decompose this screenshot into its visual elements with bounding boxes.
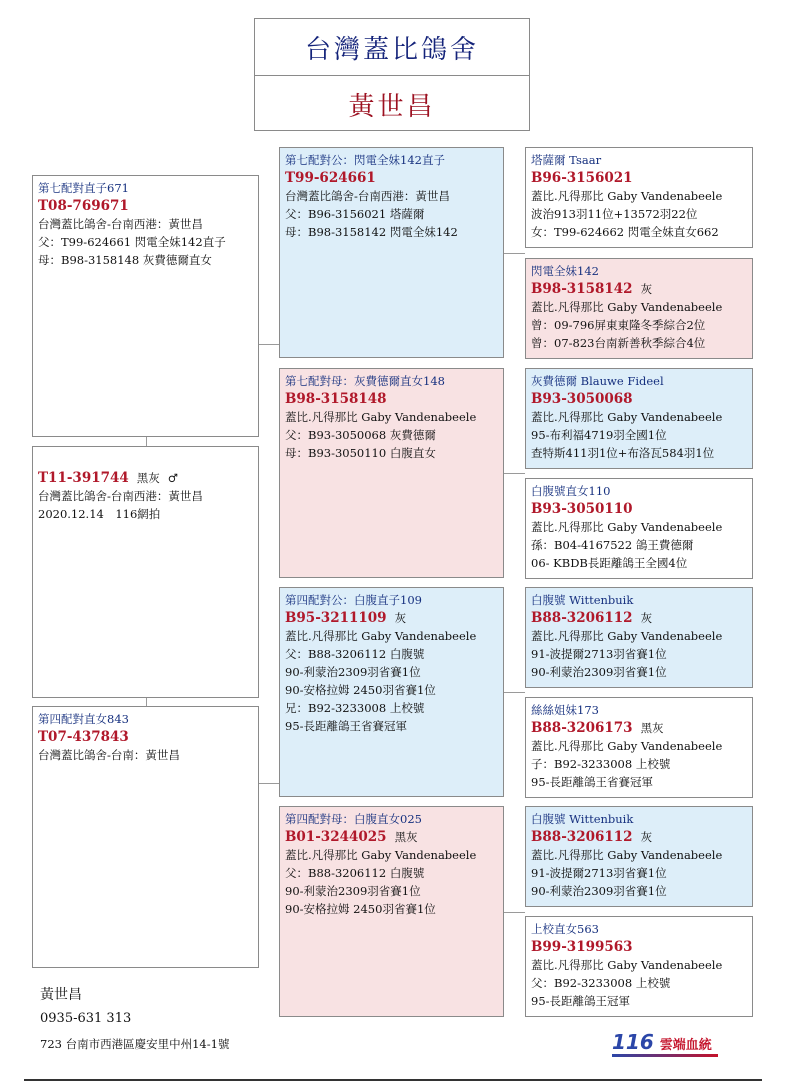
ring-number: B93-3050068 <box>531 391 633 407</box>
info-line: 母：B93-3050110 白腹直女 <box>285 446 436 460</box>
card-heading: 第四配對直女843 <box>38 712 129 726</box>
ring-number: B98-3158148 <box>285 391 387 407</box>
sex-symbol: ♂ <box>167 471 179 485</box>
info-line: 台灣蓋比鴿舍-台南西港：黃世昌 <box>38 217 203 231</box>
info-line: 90-安格拉姆 2450羽省賽1位 <box>285 902 436 916</box>
logo-text: 雲端血統 <box>659 1038 712 1053</box>
great-grandparent-card <box>525 368 753 469</box>
grandsire-maternal-card <box>279 587 504 797</box>
info-line: 91-波提爾2713羽省賽1位 <box>531 866 667 880</box>
info-line: 蓋比.凡得那比 Gaby Vandenabeele <box>285 848 477 862</box>
logo-number: 116 <box>612 1030 654 1054</box>
ring-number: T99-624661 <box>285 170 376 186</box>
card-heading: 絲絲姐妹173 <box>531 703 599 717</box>
color-label: 灰 <box>640 282 653 296</box>
ring-number: B01-3244025 黑灰 <box>285 829 418 845</box>
dam-card <box>32 706 259 968</box>
connector <box>259 783 279 784</box>
info-line: 蓋比.凡得那比 Gaby Vandenabeele <box>531 848 723 862</box>
card-heading: 白腹號直女110 <box>531 484 611 498</box>
card-heading: 灰費德爾 Blauwe Fideel <box>531 374 664 388</box>
info-line: 蓋比.凡得那比 Gaby Vandenabeele <box>285 629 477 643</box>
ring-number: B99-3199563 <box>531 939 633 955</box>
great-grandparent-card <box>525 806 753 907</box>
info-line: 90-利蒙治2309羽省賽1位 <box>531 884 667 898</box>
color-label: 黑灰 <box>136 471 160 485</box>
info-line: 台灣蓋比鴿舍-台南：黃世昌 <box>38 748 180 762</box>
info-line: 90-利蒙治2309羽省賽1位 <box>285 884 421 898</box>
info-line: 台灣蓋比鴿舍-台南西港：黃世昌 <box>38 489 203 503</box>
card-heading: 閃電全妹142 <box>531 264 599 278</box>
info-line: 06- KBDB長距離鴿王全國4位 <box>531 556 688 570</box>
ring-number: B88-3206112 灰 <box>531 610 653 626</box>
info-line: 蓋比.凡得那比 Gaby Vandenabeele <box>531 629 723 643</box>
sire-card <box>32 175 259 437</box>
info-line: 父：B88-3206112 白腹號 <box>285 866 425 880</box>
title-box <box>254 18 530 131</box>
contact-name: 黃世昌 <box>40 987 82 1003</box>
contact-address: 723 台南市西港區慶安里中州14-1號 <box>40 1037 230 1051</box>
info-line: 父：T99-624661 閃電全妹142直子 <box>38 235 226 249</box>
info-line: 孫：B04-4167522 鴿王費德爾 <box>531 538 694 552</box>
connector <box>504 912 525 913</box>
great-grandparent-card <box>525 916 753 1017</box>
connector <box>504 473 525 474</box>
contact-block <box>40 983 229 1057</box>
great-grandparent-card <box>525 697 753 798</box>
ring-number: T08-769671 <box>38 198 129 214</box>
info-line: 蓋比.凡得那比 Gaby Vandenabeele <box>531 520 723 534</box>
info-line: 父：B92-3233008 上校號 <box>531 976 671 990</box>
info-line: 90-利蒙治2309羽省賽1位 <box>531 665 667 679</box>
color-label: 黑灰 <box>640 721 664 735</box>
great-grandparent-card <box>525 478 753 579</box>
great-grandparent-card <box>525 147 753 248</box>
info-line: 蓋比.凡得那比 Gaby Vandenabeele <box>531 410 723 424</box>
info-line: 台灣蓋比鴿舍-台南西港：黃世昌 <box>285 189 450 203</box>
logo-underline <box>612 1054 718 1057</box>
card-heading: 白腹號 Wittenbuik <box>531 812 634 826</box>
ring-number: T07-437843 <box>38 729 129 745</box>
card-heading: 第七配對公：閃電全妹142直子 <box>285 153 445 167</box>
grandsire-paternal-card <box>279 147 504 358</box>
contact-phone: 0935-631 313 <box>40 1011 132 1026</box>
loft-name: 台灣蓋比鴿舍 <box>255 19 529 76</box>
info-line: 95-長距離鴿王冠軍 <box>531 994 631 1008</box>
info-line: 父：B93-3050068 灰費德爾 <box>285 428 436 442</box>
great-grandparent-card <box>525 587 753 688</box>
info-line: 91-波提爾2713羽省賽1位 <box>531 647 667 661</box>
connector <box>146 697 147 706</box>
great-grandparent-card <box>525 258 753 359</box>
card-heading: 上校直女563 <box>531 922 599 936</box>
card-heading: 第七配對直子671 <box>38 181 129 195</box>
info-line: 95-長距離鴿王省賽冠軍 <box>531 775 654 789</box>
info-line: 母：B98-3158142 閃電全妹142 <box>285 225 458 239</box>
card-heading: 塔薩爾 Tsaar <box>531 153 602 167</box>
info-line: 父：B96-3156021 塔薩爾 <box>285 207 425 221</box>
info-line: 曾：09-796屏東東隆冬季綜合2位 <box>531 318 706 332</box>
owner-name: 黃世昌 <box>348 91 436 122</box>
ring-number: B96-3156021 <box>531 170 633 186</box>
info-line: 蓋比.凡得那比 Gaby Vandenabeele <box>531 739 723 753</box>
color-label: 黑灰 <box>394 830 418 844</box>
card-heading: 第七配對母：灰費德爾直女148 <box>285 374 445 388</box>
connector <box>504 692 525 693</box>
connector <box>259 344 279 345</box>
subject-card <box>32 446 259 698</box>
granddam-paternal-card <box>279 368 504 578</box>
info-line: 90-利蒙治2309羽省賽1位 <box>285 665 421 679</box>
info-line: 母：B98-3158148 灰費德爾直女 <box>38 253 212 267</box>
ring-number: T11-391744 黑灰 ♂ <box>38 470 179 486</box>
card-heading: 第四配對公：白腹直子109 <box>285 593 422 607</box>
info-line: 子：B92-3233008 上校號 <box>531 757 671 771</box>
ring-number: B93-3050110 <box>531 501 633 517</box>
info-line: 蓋比.凡得那比 Gaby Vandenabeele <box>531 300 723 314</box>
info-line: 蓋比.凡得那比 Gaby Vandenabeele <box>531 958 723 972</box>
ring-number: B95-3211109 灰 <box>285 610 407 626</box>
info-line: 2020.12.14 116網拍 <box>38 507 161 521</box>
info-line: 兄：B92-3233008 上校號 <box>285 701 425 715</box>
info-line: 女：T99-624662 閃電全妹直女662 <box>531 225 719 239</box>
granddam-maternal-card <box>279 806 504 1017</box>
ring-number: B88-3206173 黑灰 <box>531 720 664 736</box>
card-heading: 第四配對母：白腹直女025 <box>285 812 422 826</box>
color-label: 灰 <box>640 830 653 844</box>
info-line: 95-長距離鴿王省賽冠軍 <box>285 719 408 733</box>
connector <box>504 253 525 254</box>
info-line: 蓋比.凡得那比 Gaby Vandenabeele <box>531 189 723 203</box>
info-line: 95-布利福4719羽全國1位 <box>531 428 667 442</box>
info-line: 父：B88-3206112 白腹號 <box>285 647 425 661</box>
info-line: 曾：07-823台南新善秋季綜合4位 <box>531 336 706 350</box>
color-label: 灰 <box>394 611 407 625</box>
info-line: 查特斯411羽1位+布洛瓦584羽1位 <box>531 446 715 460</box>
ring-number: B98-3158142 灰 <box>531 281 653 297</box>
brand-logo <box>612 1030 712 1056</box>
info-line: 90-安格拉姆 2450羽省賽1位 <box>285 683 436 697</box>
color-label: 灰 <box>640 611 653 625</box>
info-line: 波治913羽11位+13572羽22位 <box>531 207 698 221</box>
card-heading: 白腹號 Wittenbuik <box>531 593 634 607</box>
connector <box>146 437 147 446</box>
info-line: 蓋比.凡得那比 Gaby Vandenabeele <box>285 410 477 424</box>
ring-number: B88-3206112 灰 <box>531 829 653 845</box>
bottom-divider <box>24 1079 762 1081</box>
